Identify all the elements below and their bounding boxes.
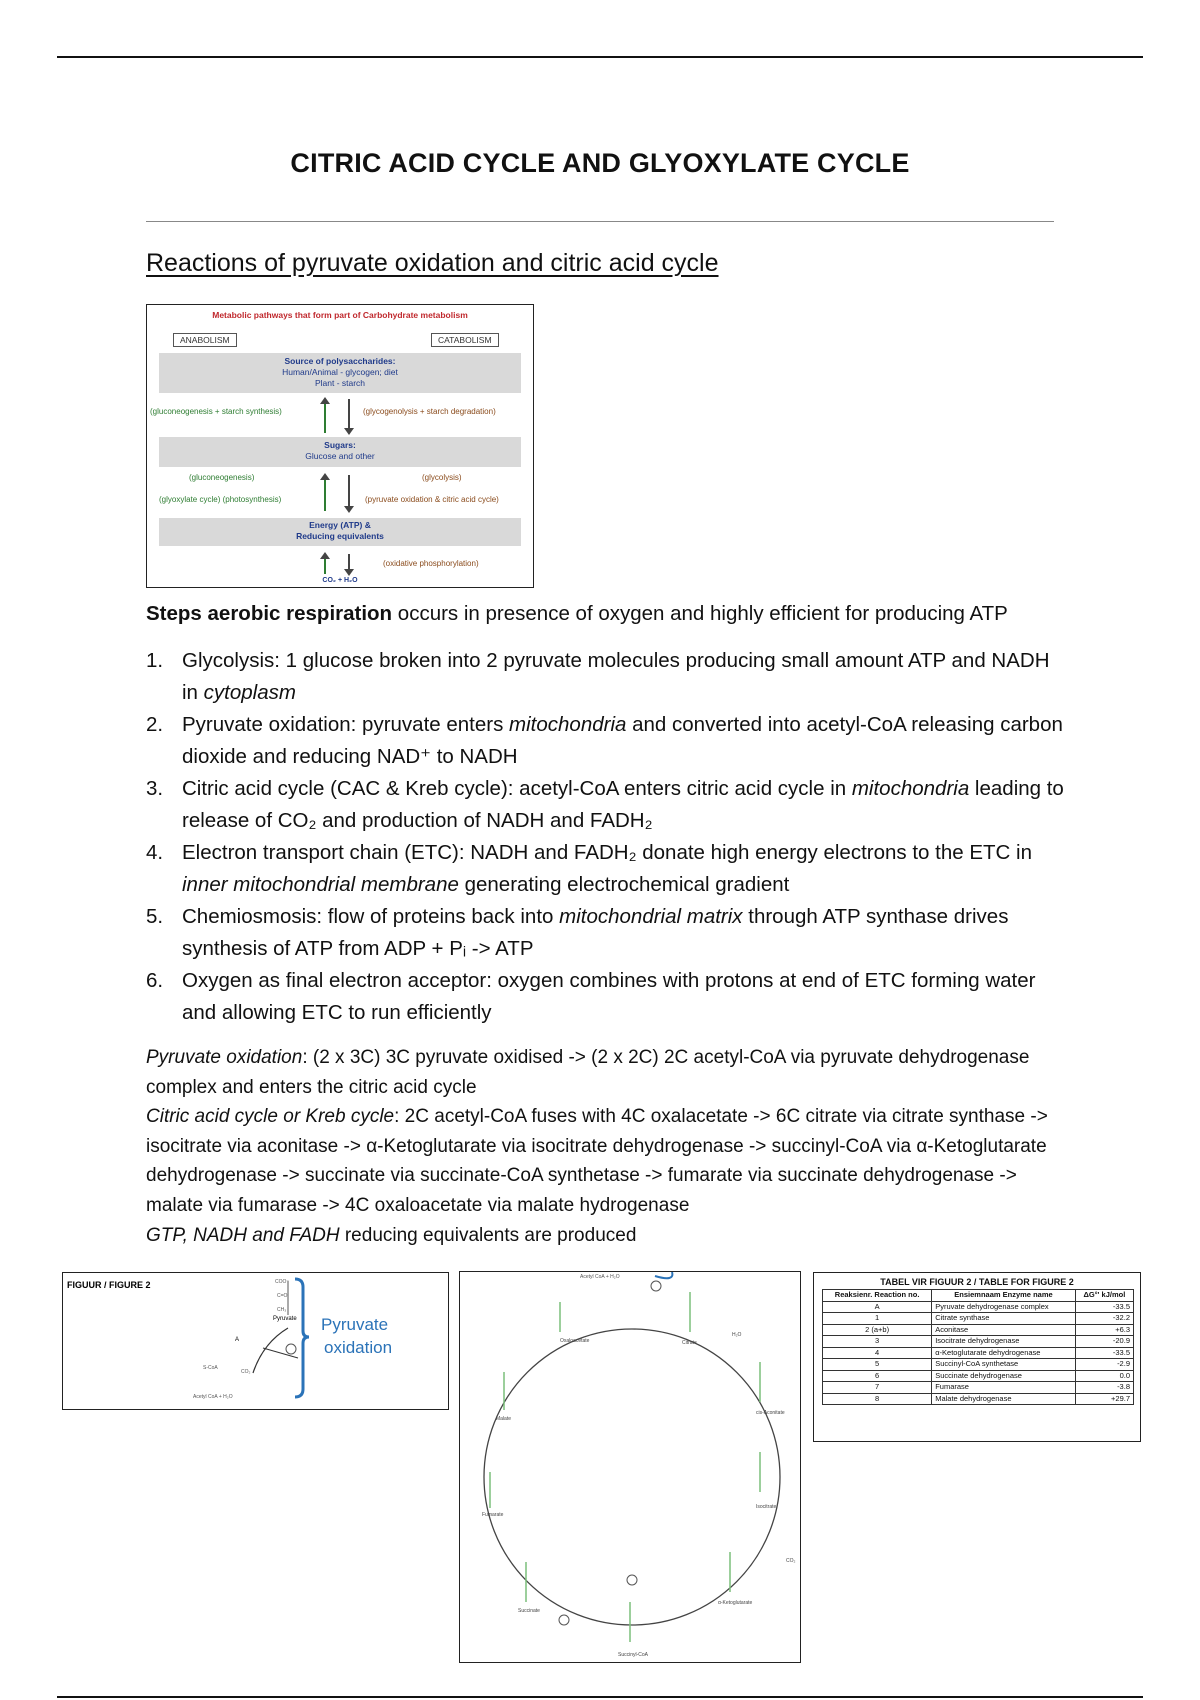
figure-title: Metabolic pathways that form part of Carbohydrate metabolism — [212, 310, 468, 320]
pyruvate-oxidation-paragraph — [146, 1043, 1066, 1102]
cell-delta-g: +6.3 — [1075, 1324, 1133, 1336]
note-oxidative: (oxidative phosphorylation) — [383, 559, 479, 568]
step-emphasis: mitochondria — [509, 713, 627, 736]
co2-label: CO₂ — [241, 1369, 251, 1375]
sugars-title: Sugars: — [324, 440, 356, 450]
cis-aconitate-label: cis-Aconitate — [756, 1410, 785, 1416]
step-text: Citric acid cycle (CAC & Kreb cycle): acetyl-CoA enters citric acid cycle in — [182, 777, 852, 800]
step-text-end: leading to release of CO₂ and production of NADH and FADH₂ — [182, 777, 1064, 832]
cofactor-arrow — [263, 1348, 298, 1358]
list-item — [146, 773, 1066, 837]
table-row — [823, 1370, 1134, 1382]
step-text: Oxygen as final electron acceptor: oxygen combines with protons at end of ETC forming water and allowing ETC to run efficiently — [182, 969, 1036, 1024]
header-enzyme: Ensiemnaam Enzyme name — [932, 1290, 1076, 1302]
metabolic-pathways-figure — [146, 304, 534, 588]
note-catabolic-2a: (glycolysis) — [422, 473, 462, 482]
table-row — [823, 1324, 1134, 1336]
table-row — [823, 1347, 1134, 1359]
table-title: TABEL VIR FIGUUR 2 / TABLE FOR FIGURE 2 — [880, 1277, 1074, 1287]
catabolism-label: CATABOLISM — [431, 333, 499, 347]
list-item — [146, 645, 1066, 709]
energy-line1: Energy (ATP) & — [309, 520, 371, 530]
pyruvate-label: Pyruvate — [273, 1316, 297, 1322]
down-arrow-icon — [348, 554, 350, 574]
ketoglutarate-label: α-Ketoglutarate — [718, 1600, 753, 1606]
step-text: Pyruvate oxidation: pyruvate enters — [182, 713, 510, 736]
cell-reaction: 5 — [823, 1359, 932, 1371]
cycle-ring — [484, 1329, 780, 1625]
cofactor-circle — [559, 1615, 569, 1625]
succinyl-coa-label: Succinyl-CoA — [618, 1652, 649, 1658]
para-emphasis: Citric acid cycle or Kreb cycle — [146, 1106, 395, 1127]
note-catabolic-2b: (pyruvate oxidation & citric acid cycle) — [365, 495, 499, 504]
anabolism-label: ANABOLISM — [173, 333, 237, 347]
reducing-equivalents-paragraph — [146, 1221, 1066, 1251]
isocitrate-label: Isocitrate — [756, 1504, 777, 1510]
header-delta-g: ΔG°' kJ/mol — [1075, 1290, 1133, 1302]
energy-line2: Reducing equivalents — [296, 531, 384, 541]
fumarate-label: Fumarate — [482, 1512, 504, 1518]
note-anabolic-2a: (gluconeogenesis) — [189, 473, 255, 482]
step-number: 3. — [146, 777, 164, 800]
svg-text:CH₃: CH₃ — [277, 1307, 287, 1313]
cofactor-circle — [627, 1575, 637, 1585]
cell-enzyme: Malate dehydrogenase — [932, 1393, 1076, 1405]
cell-delta-g: -33.5 — [1075, 1301, 1133, 1313]
cell-reaction: 2 (a+b) — [823, 1324, 932, 1336]
para-text: : (2 x 3C) 3C pyruvate oxidised -> (2 x 2C) 2C acetyl-CoA via pyruvate dehydrogenase complex and enters the citric acid cycle — [146, 1047, 1030, 1098]
up-arrow-icon — [324, 475, 326, 511]
bracket-label-1: Pyruvate — [321, 1315, 389, 1334]
polysaccharides-line2: Plant - starch — [314, 378, 366, 388]
bracket-icon — [655, 1272, 672, 1278]
polysaccharides-title: Source of polysaccharides: — [284, 356, 396, 366]
acetyl-coa-label: Acetyl CoA + H₂O — [193, 1394, 233, 1400]
down-arrow-icon — [348, 399, 350, 433]
cell-enzyme: Isocitrate dehydrogenase — [932, 1336, 1076, 1348]
cell-delta-g: -20.9 — [1075, 1336, 1133, 1348]
step-number: 4. — [146, 841, 164, 864]
cell-reaction: 7 — [823, 1382, 932, 1394]
pyruvate-oxidation-figure — [62, 1272, 449, 1410]
steps-list — [146, 645, 1066, 1029]
step-text-end: generating electrochemical gradient — [458, 873, 790, 896]
list-item — [146, 837, 1066, 901]
table-header-row — [823, 1290, 1134, 1302]
cell-enzyme: Citrate synthase — [932, 1313, 1076, 1325]
intro-rest: occurs in presence of oxygen and highly efficient for producing ATP — [392, 602, 1008, 625]
note-anabolic-2b: (glyoxylate cycle) (photosynthesis) — [159, 495, 282, 504]
citric-acid-cycle-paragraph — [146, 1102, 1066, 1220]
coa-label: S-CoA — [203, 1365, 218, 1371]
up-arrow-icon — [324, 399, 326, 433]
cell-delta-g: +29.7 — [1075, 1393, 1133, 1405]
table-row — [823, 1301, 1134, 1313]
co2-label: CO₂ — [786, 1558, 796, 1564]
acetyl-coa-label: Acetyl CoA + H₂O — [580, 1274, 620, 1280]
step-text-end: and converted into acetyl-CoA releasing carbon dioxide and reducing NAD⁺ to NADH — [182, 713, 1063, 768]
cell-enzyme: Pyruvate dehydrogenase complex — [932, 1301, 1076, 1313]
cell-delta-g: -2.9 — [1075, 1359, 1133, 1371]
section-heading: Reactions of pyruvate oxidation and citric acid cycle — [146, 249, 719, 277]
citrate-label: Citrate — [682, 1340, 697, 1346]
step-emphasis: mitochondrial matrix — [559, 905, 743, 928]
list-item — [146, 965, 1066, 1029]
table-row — [823, 1313, 1134, 1325]
table-row — [823, 1382, 1134, 1394]
note-catabolic-1: (glycogenolysis + starch degradation) — [363, 407, 496, 416]
header-reaction: Reaksienr. Reaction no. — [823, 1290, 932, 1302]
list-item — [146, 901, 1066, 965]
cofactor-circle — [651, 1281, 661, 1291]
cell-enzyme: Succinyl-CoA synthetase — [932, 1359, 1076, 1371]
step-emphasis: inner mitochondrial membrane — [182, 873, 459, 896]
step-number: 1. — [146, 649, 164, 672]
table-row — [823, 1393, 1134, 1405]
cell-delta-g: -33.5 — [1075, 1347, 1133, 1359]
bottom-rule — [57, 1696, 1143, 1698]
h2o-label: H₂O — [732, 1332, 742, 1338]
cell-enzyme: Fumarase — [932, 1382, 1076, 1394]
cell-reaction: 3 — [823, 1336, 932, 1348]
intro-bold: Steps aerobic respiration — [146, 602, 393, 625]
step-text-end: through ATP synthase drives synthesis of ATP from ADP + Pᵢ -> ATP — [182, 905, 1009, 960]
cell-enzyme: Succinate dehydrogenase — [932, 1370, 1076, 1382]
enzyme-table-figure — [813, 1272, 1141, 1442]
cell-enzyme: α-Ketoglutarate dehydrogenase — [932, 1347, 1076, 1359]
up-arrow-icon — [324, 554, 326, 574]
step-emphasis: mitochondria — [851, 777, 970, 800]
down-arrow-icon — [348, 475, 350, 511]
para-text: : 2C acetyl-CoA fuses with 4C oxalacetate -> 6C citrate via citrate synthase -> isocitrate via aconitase -> α-Ketoglutarate via isocitrate dehydrogenase -> succinyl-CoA via α-Ketoglutarate dehydrogenase -> succinate via succinate-CoA synthetase -> fumarate via succinate dehydrogenase -> malate via fumarase -> 4C oxaloacetate via malate hydrogenase — [146, 1106, 1048, 1216]
step-text: Chemiosmosis: flow of proteins back into — [182, 905, 560, 928]
step-number: 6. — [146, 969, 164, 992]
energy-box — [159, 518, 521, 546]
step-number: 2. — [146, 713, 164, 736]
figure-label: FIGUUR / FIGURE 2 — [67, 1280, 151, 1290]
intro-sentence — [146, 602, 1066, 626]
svg-text:C=O: C=O — [277, 1293, 288, 1299]
succinate-label: Succinate — [518, 1608, 540, 1614]
table-row — [823, 1359, 1134, 1371]
polysaccharides-line1: Human/Animal - glycogen; diet — [282, 367, 398, 377]
para-text: reducing equivalents are produced — [339, 1225, 637, 1246]
sugars-line1: Glucose and other — [305, 451, 375, 461]
bracket-icon — [295, 1279, 309, 1397]
cell-reaction: A — [823, 1301, 932, 1313]
enzyme-table — [822, 1289, 1134, 1405]
cell-reaction: 4 — [823, 1347, 932, 1359]
page-title: CITRIC ACID CYCLE AND GLYOXYLATE CYCLE — [290, 148, 910, 178]
co2-water-label: CO₂ + H₂O — [322, 577, 358, 584]
step-number: 5. — [146, 905, 164, 928]
cell-delta-g: -32.2 — [1075, 1313, 1133, 1325]
citric-acid-cycle-figure — [459, 1271, 801, 1663]
citric-acid-cycle-diagram — [460, 1272, 799, 1661]
cell-delta-g: 0.0 — [1075, 1370, 1133, 1382]
table-row — [823, 1336, 1134, 1348]
step-emphasis: cytoplasm — [203, 681, 296, 704]
cell-reaction: 8 — [823, 1393, 932, 1405]
oxaloacetate-label: Oxaloacetate — [560, 1338, 590, 1344]
molecule-skeletons — [490, 1292, 760, 1642]
cell-enzyme: Aconitase — [932, 1324, 1076, 1336]
bracket-label-2: oxidation — [324, 1338, 393, 1357]
svg-text:COO⁻: COO⁻ — [275, 1279, 290, 1285]
polysaccharides-box — [159, 353, 521, 393]
enzyme-label: A — [235, 1337, 240, 1343]
cofactor-circle — [286, 1344, 296, 1354]
list-item — [146, 709, 1066, 773]
para-emphasis: Pyruvate oxidation — [146, 1047, 303, 1068]
malate-label: Malate — [496, 1416, 512, 1422]
sugars-box — [159, 437, 521, 467]
para-emphasis: GTP, NADH and FADH — [146, 1225, 340, 1246]
step-text: Electron transport chain (ETC): NADH and FADH₂ donate high energy electrons to the ETC in — [182, 841, 1032, 864]
pyruvate-oxidation-diagram — [63, 1273, 447, 1408]
cell-reaction: 1 — [823, 1313, 932, 1325]
note-anabolic-1: (gluconeogenesis + starch synthesis) — [150, 407, 282, 416]
cell-reaction: 6 — [823, 1370, 932, 1382]
cell-delta-g: -3.8 — [1075, 1382, 1133, 1394]
top-rule — [57, 56, 1143, 58]
title-divider — [146, 221, 1054, 222]
step-text: Glycolysis: 1 glucose broken into 2 pyruvate molecules producing small amount ATP and NADH in — [182, 649, 1050, 704]
